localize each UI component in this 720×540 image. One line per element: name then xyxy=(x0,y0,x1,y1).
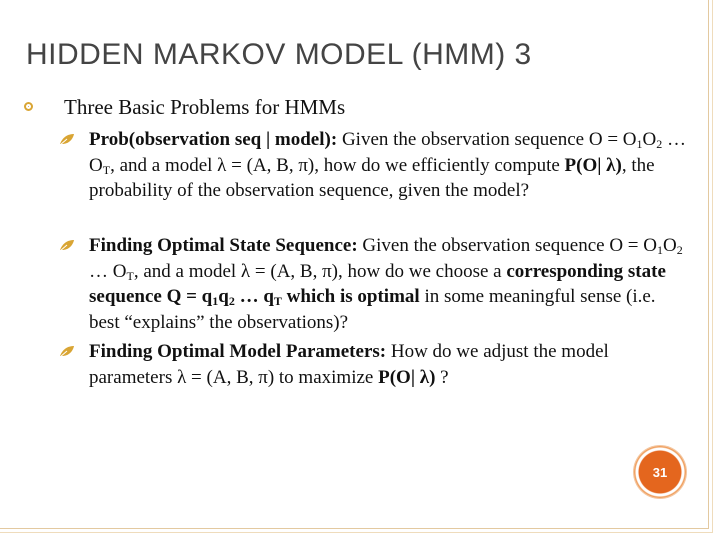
problem-2-emphasis: … q xyxy=(234,286,274,307)
subscript: T xyxy=(273,294,282,308)
subscript: 1 xyxy=(636,137,643,151)
problem-2-text: , and a model λ = (A, B, π), how do we choose a xyxy=(133,260,507,282)
problem-3-emphasis: P(O| λ) xyxy=(378,366,436,388)
problem-2-text: in some meaningful sense (i.e. best “explains” the observations)? xyxy=(89,286,656,333)
problem-1-text: … O xyxy=(89,129,686,176)
problem-1-text: , the probability of the observation sequence, given the model? xyxy=(89,154,655,201)
problem-1-emphasis: P(O| λ) xyxy=(564,154,622,176)
frame-line-right-outer xyxy=(712,0,713,532)
problem-2-text: O xyxy=(662,235,677,256)
problem-1-text: , and a model λ = (A, B, π), how do we efficiently compute xyxy=(110,154,565,176)
subscript: 1 xyxy=(212,294,219,308)
problem-item-3 xyxy=(89,339,689,390)
leaf-bullet-icon xyxy=(59,345,75,358)
page-number-badge: 31 xyxy=(634,446,686,498)
problem-1-term: Prob(observation seq | model): xyxy=(89,129,338,150)
subscript: 2 xyxy=(656,137,663,151)
problem-item-1 xyxy=(89,127,689,204)
subscript: 2 xyxy=(676,243,683,257)
problem-1-text: O xyxy=(642,129,657,150)
frame-line-bottom-outer xyxy=(0,532,713,533)
subscript: 2 xyxy=(228,294,235,308)
problem-2-emphasis: which is optimal xyxy=(281,286,420,307)
problem-2-term: Finding Optimal State Sequence: xyxy=(89,235,358,256)
subscript: T xyxy=(126,268,134,283)
problem-3-text: ? xyxy=(435,366,449,388)
problem-2-text: … O xyxy=(89,260,127,282)
leaf-bullet-icon xyxy=(59,239,75,252)
problem-3-text: How do we adjust the model parameters λ = (A, B, π) to maximize xyxy=(89,341,609,388)
problem-2-emphasis: corresponding state sequence Q = q xyxy=(89,260,666,307)
subscript: 1 xyxy=(656,243,663,257)
leaf-bullet-icon xyxy=(59,133,75,146)
circle-bullet-icon xyxy=(24,102,33,111)
frame-line-right xyxy=(708,0,709,528)
subscript: T xyxy=(102,162,111,177)
problem-1-text: Given the observation sequence O = O xyxy=(337,129,637,150)
problem-2-text: Given the observation sequence O = O xyxy=(357,235,657,256)
problem-item-2 xyxy=(89,233,689,335)
section-heading: Three Basic Problems for HMMs xyxy=(64,95,346,119)
problem-3-term: Finding Optimal Model Parameters: xyxy=(89,341,387,362)
frame-line-bottom xyxy=(0,528,709,529)
slide-title: HIDDEN MARKOV MODEL (HMM) 3 xyxy=(26,38,532,71)
problem-2-emphasis: q xyxy=(218,286,229,307)
